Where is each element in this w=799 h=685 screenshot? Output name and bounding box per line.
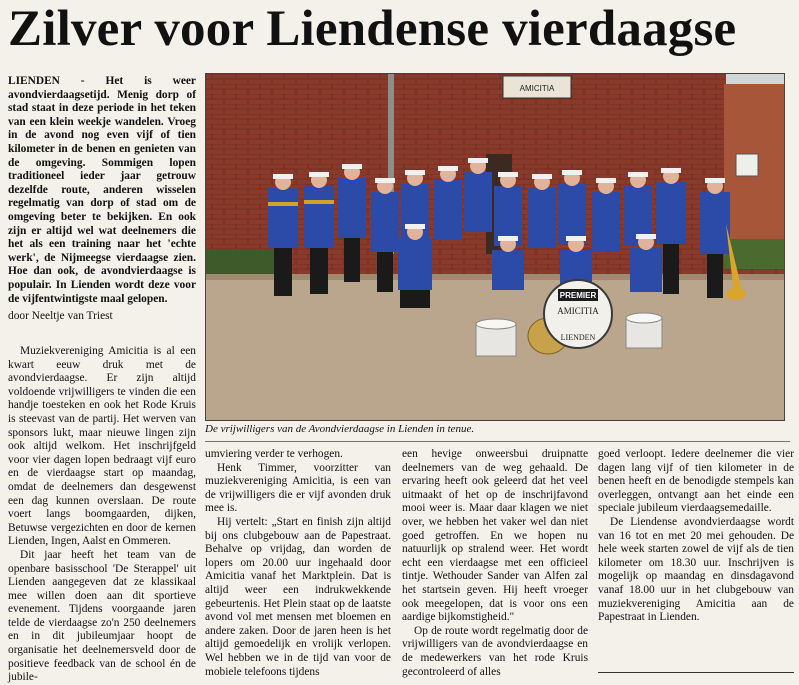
article-column-4 bbox=[598, 448, 794, 625]
paragraph: Dit jaar heeft het team van de openbare basisschool 'De Sterappel' uit Lienden aangegeven dat ze klassikaal mee willen doen aan dit sportieve evenement. Tijdens voorgaande jaren telde de vierdaagse zo'n 250 deelnemers en in dit jubileumjaar hoopt de organisatie het deelnemersveld door de positieve feedback van de school én de jubile- bbox=[8, 548, 196, 684]
paragraph: De Liendense avondvierdaagse wordt van 16 tot en met 20 mei gehouden. De hele week starten zowel de vijf als de tien kilometer om 18.30 uur. Inschrijven is mogelijk op maandag en dinsdagavond vanaf 18.00 uur in het clubgebouw van muziekvereniging Amicitia aan de Papestraat in Lienden. bbox=[598, 515, 794, 624]
bass-drum bbox=[544, 280, 612, 348]
paragraph: umviering verder te verhogen. bbox=[205, 448, 343, 460]
drum-text-bottom: LIENDEN bbox=[560, 333, 596, 342]
article-column-3 bbox=[402, 448, 588, 679]
caption-rule bbox=[205, 441, 790, 442]
intro-paragraph: LIENDEN - Het is weer avondvierdaagsetijd. Menig dorp of stad staat in deze periode in het teken van een klein weekje wandelen. Vroeg in de avond nog even vijf of tien kilometer in de benen en genieten van de omgeving. Sommigen lopen traditioneel ieder jaar getrouw dezelfde route, anderen wisselen regelmatig van dorp of stad om de omgeving beter te bekijken. En ook zijn er altijd wel wat deelnemers die het als een training naar het 'echte werk', de Nijmeegse vierdaagse zien. Hoe dan ook, de avondvierdaagse is populair. In Lienden wordt deze voor de vijfentwintigste maal gelopen. bbox=[8, 75, 196, 305]
article-column-1 bbox=[8, 345, 196, 685]
paragraph: goed verloopt. Iedere deelnemer die vier dagen lang vijf of tien kilometer in de benen heeft en de benodigde stempels kan overleggen, ontvangt aan het einde een speciale jubileum vierdaagsemedaille. bbox=[598, 448, 794, 515]
drum-brand: PREMIER bbox=[559, 291, 597, 300]
group-photo bbox=[205, 73, 785, 421]
paragraph: Hij vertelt: „Start en finish zijn altijd bij ons clubgebouw aan de Papestraat. Behalve op vrijdag, dan worden de lopers om 20.00 uur ingehaald door Amicitia vanaf het Marktplein. Dat is altijd weer een indrukwekkende gebeurtenis. Het Plein staat op de laatste avond vol met mensen met bloemen en andere zaken. Door de jaren heen is het altijd gemoedelijk en vrolijk verlopen. Wel hebben we in de tijd van voor de mobiele telefoons tijdens bbox=[205, 515, 391, 678]
drum-text-top: AMICITIA bbox=[557, 306, 599, 316]
headline: Zilver voor Liendense vierdaagse bbox=[8, 1, 737, 57]
article-column-2 bbox=[205, 448, 391, 679]
sign-text: AMICITIA bbox=[519, 84, 555, 93]
end-rule bbox=[598, 672, 794, 673]
paragraph: Muziekvereniging Amicitia is al een kwart eeuw druk met de avondvierdaagse. Er zijn altijd voldoende vrijwilligers te vinden die een handje toesteken en ook het Rode Kruis is steevast van de partij. Het werven van sponsors lukt, maar nieuwe lingen zijn ook altijd welkom. Het inschrijfgeld voor vier dagen lopen bedraagt vijf euro en de vierdaagse start op maandag, omdat de deelnemers dan desgewenst een dag kunnen overslaan. De route voert langs boomgaarden, dijken, Betuwse vergezichten en door de kernen Lienden, Ingen, Aalst en Ommeren. bbox=[8, 345, 196, 548]
paragraph: Henk Timmer, voorzitter van muziekvereniging Amicitia, is een van de vrijwilligers die er vijf avonden druk mee is. bbox=[205, 461, 391, 515]
paragraph: een hevige onweersbui druipnatte deelnemers van de weg gehaald. De ervaring heeft ook geleerd dat het veel uitmaakt of het op de inschrijfavond mooi weer is. Maar daar klagen we niet over, we hebben het vaker wel dan niet goed getroffen. En we hopen nu natuurlijk op stralend weer. Het wordt echt een vierdaagse met een officieel tintje. Wethouder Sander van Alfen zal het startsein geven. Hij heeft vroeger ook meegelopen, dat is voor ons een aardige bijkomstigheid." bbox=[402, 448, 588, 624]
byline: door Neeltje van Triest bbox=[8, 310, 113, 322]
photo-caption: De vrijwilligers van de Avondvierdaagse in Lienden in tenue. bbox=[205, 423, 475, 435]
paragraph: Op de route wordt regelmatig door de vrijwilligers van de avondvierdaagse en de medewerkers van het rode Kruis gecontroleerd of alles bbox=[402, 624, 588, 678]
